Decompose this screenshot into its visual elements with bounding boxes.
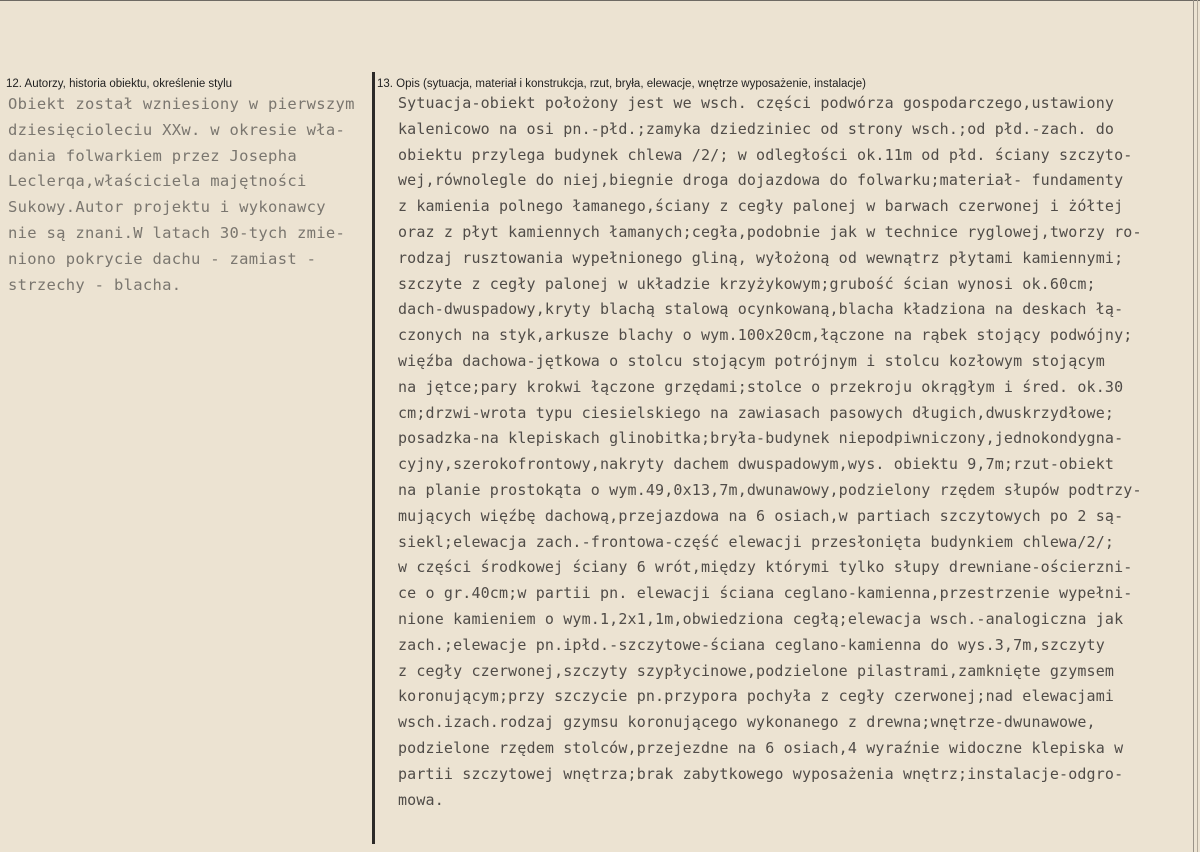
text-line: z cegły czerwonej,szczyty szypłycinowe,podzielone pilastrami,zamknięte gzymsem: [398, 661, 1115, 680]
text-line: strzechy - blacha.: [8, 275, 182, 294]
text-line: czonych na styk,arkusze blachy o wym.100x20cm,łączone na rąbek stojący podwójny;: [398, 326, 1133, 345]
text-line: na jętce;pary krokwi łączone grzędami;stolce o przekroju okrągłym i śred. ok.30: [398, 377, 1124, 396]
text-line: więźba dachowa-jętkowa o stolcu stojącym potrójnym i stolcu kozłowym stojącym: [398, 351, 1105, 370]
text-line: na planie prostokąta o wym.49,0x13,7m,dwunawowy,podzielony rzędem słupów podtrzy-: [398, 480, 1142, 499]
text-line: szczyte z cegły palonej w układzie krzyżykowym;grubość ścian wynosi ok.60cm;: [398, 274, 1096, 293]
text-line: rodzaj rusztowania wypełnionego gliną, wyłożoną od wewnątrz płytami kamiennymi;: [398, 248, 1124, 267]
text-line: mowa.: [398, 790, 444, 809]
text-line: zach.;elewacje pn.ipłd.-szczytowe-ściana ceglano-kamienna do wys.3,7m,szczyty: [398, 635, 1105, 654]
text-line: Leclerqa,właściciela majętności: [8, 172, 307, 191]
text-line: cm;drzwi-wrota typu ciesielskiego na zawiasach pasowych długich,dwuskrzydłowe;: [398, 403, 1115, 422]
text-line: dziesięcioleciu XXw. w okresie wła-: [8, 120, 346, 139]
text-line: cyjny,szerokofrontowy,nakryty dachem dwuspadowym,wys. obiektu 9,7m;rzut-obiekt: [398, 455, 1115, 474]
section-13-header: 13. Opis (sytuacja, materiał i konstrukcja, rzut, bryła, elewacje, wnętrze wyposażenie, instalacje): [377, 78, 866, 90]
text-line: dach-dwuspadowy,kryty blachą stalową ocynkowaną,blacha kładziona na deskach łą-: [398, 300, 1124, 319]
text-line: niono pokrycie dachu - zamiast -: [8, 249, 317, 268]
text-line: ce o gr.40cm;w partii pn. elewacji ściana ceglano-kamienna,przestrzenie wypełni-: [398, 584, 1133, 603]
top-edge: [0, 0, 1200, 1]
text-line: Sukowy.Autor projektu i wykonawcy: [8, 198, 326, 217]
section-12-header: 12. Autorzy, historia obiektu, określenie stylu: [6, 78, 233, 90]
text-line: w części środkowej ściany 6 wrót,między którymi tylko słupy drewniane-ościerzni-: [398, 558, 1133, 577]
text-line: kalenicowo na osi pn.-płd.;zamyka dziedziniec od strony wsch.;od płd.-zach. do: [398, 119, 1115, 138]
text-line: dania folwarkiem przez Josepha: [8, 146, 297, 165]
section-13-body: [398, 79, 1200, 813]
text-line: koronującym;przy szczycie pn.przypora pochyła z cegły czerwonej;nad elewacjami: [398, 687, 1115, 706]
text-line: nie są znani.W latach 30-tych zmie-: [8, 223, 346, 242]
text-line: podzielone rzędem stolców,przejezdne na 6 osiach,4 wyraźnie widoczne klepiska w: [398, 738, 1124, 757]
text-line: oraz z płyt kamiennych łamanych;cegła,podobnie jak w technice ryglowej,tworzy ro-: [398, 222, 1142, 241]
text-line: partii szczytowej wnętrza;brak zabytkowego wyposażenia wnętrz;instalacje-odgro-: [398, 764, 1124, 783]
text-line: wej,równolegle do niej,biegnie droga dojazdowa do folwarku;materiał- fundamenty: [398, 171, 1124, 190]
text-line: mujących więźbę dachową,przejazdowa na 6 osiach,w partiach szczytowych po 2 są-: [398, 506, 1124, 525]
text-line: wsch.izach.rodzaj gzymsu koronującego wykonanego z drewna;wnętrze-dwunawowe,: [398, 713, 1096, 732]
text-line: Obiekt został wzniesiony w pierwszym: [8, 95, 355, 113]
text-line: obiektu przylega budynek chlewa /2/; w odległości ok.11m od płd. ściany szczyto-: [398, 145, 1133, 164]
text-line: posadzka-na klepiskach glinobitka;bryła-budynek niepodpiwniczony,jednokondygna-: [398, 429, 1124, 448]
section-12-body: [8, 92, 372, 298]
text-line: Sytuacja-obiekt położony jest we wsch. części podwórza gospodarczego,ustawiony: [398, 94, 1115, 112]
text-line: nione kamieniem o wym.1,2x1,1m,obwiedziona cegłą;elewacja wsch.-analogiczna jak: [398, 609, 1124, 628]
text-line: siekl;elewacja zach.-frontowa-część elewacji przesłonięta budynkiem chlewa/2/;: [398, 532, 1115, 551]
text-line: z kamienia polnego łamanego,ściany z cegły palonej w barwach czerwonej i żółtej: [398, 197, 1124, 216]
column-divider: [372, 72, 375, 844]
